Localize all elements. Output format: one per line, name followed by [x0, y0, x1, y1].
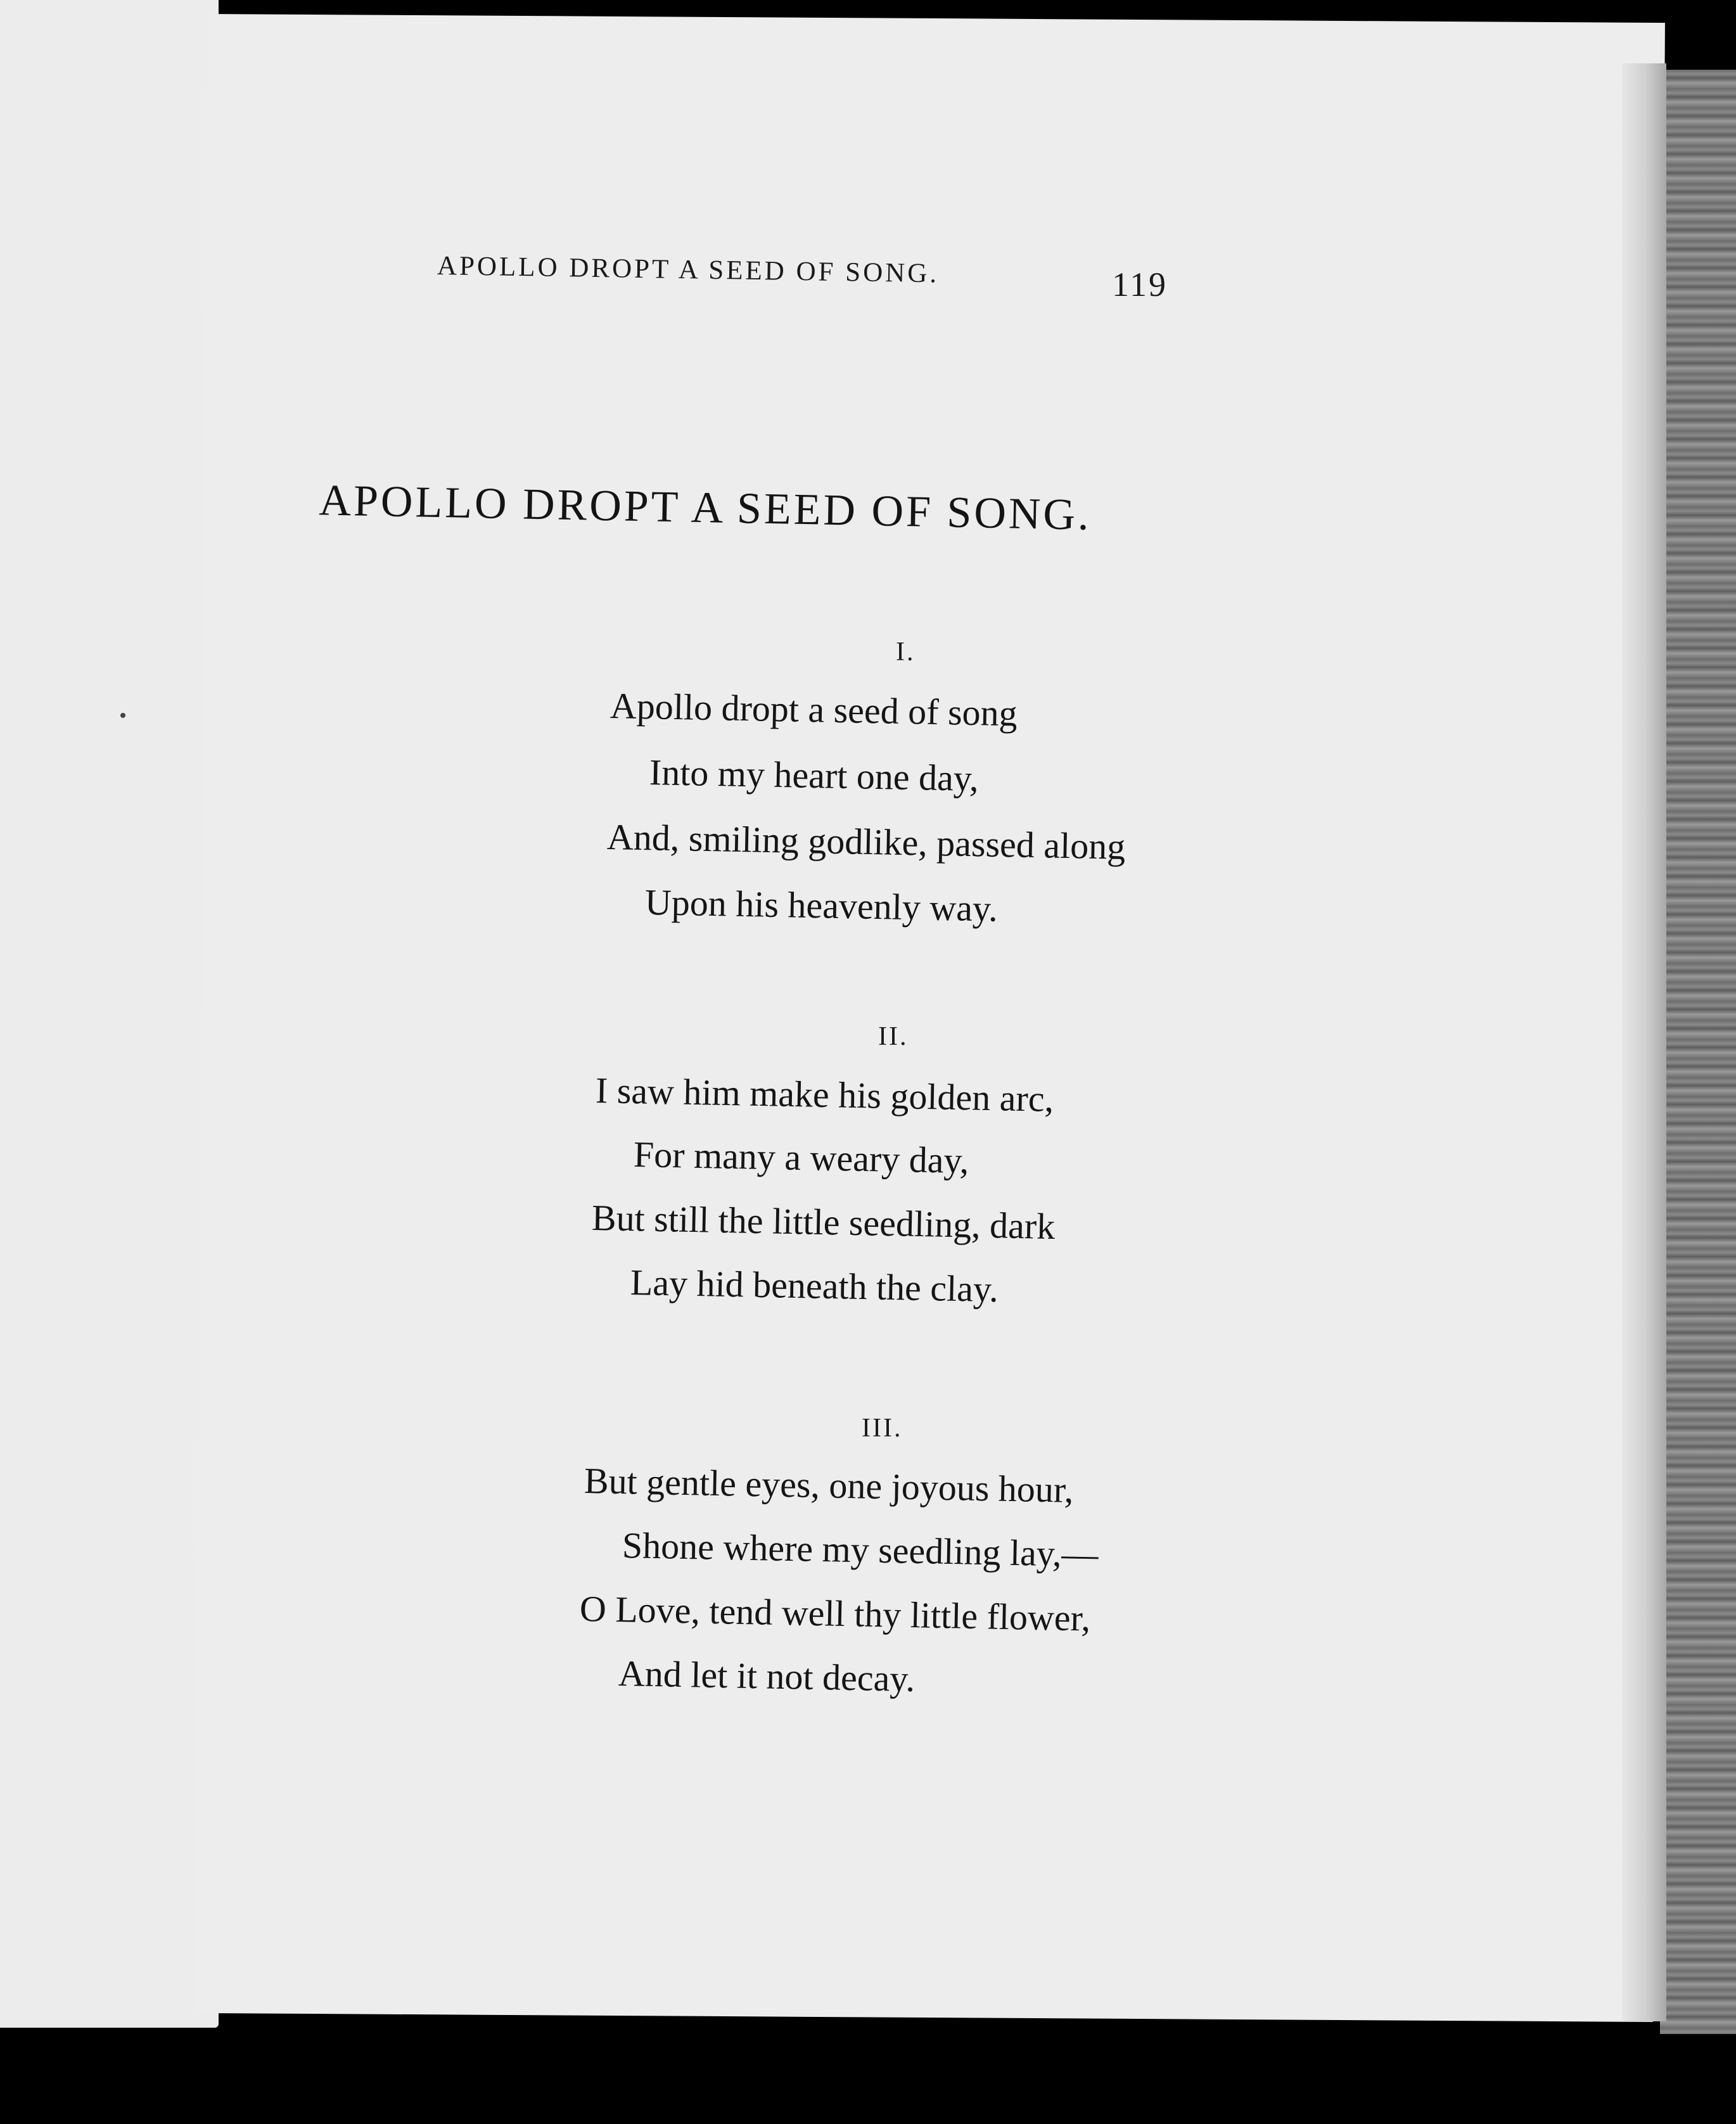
stanza-number: I. — [896, 637, 916, 667]
page-fore-edge — [1660, 70, 1736, 2034]
poem-line: Lay hid beneath the clay. — [630, 1262, 999, 1310]
poem-line: Apollo dropt a seed of song — [610, 685, 1018, 734]
book-page — [196, 14, 1665, 2022]
poem-line: And, smiling godlike, passed along — [606, 816, 1126, 867]
stanza-number: III. — [862, 1414, 903, 1443]
poem-title: APOLLO DROPT A SEED OF SONG. — [318, 476, 1092, 540]
poem-line: O Love, tend well thy little flower, — [579, 1588, 1091, 1639]
page-number: 119 — [1112, 266, 1168, 304]
poem-line: But still the little seedling, dark — [591, 1197, 1056, 1248]
poem-line: And let it not decay. — [618, 1653, 916, 1699]
poem-line: But gentle eyes, one joyous hour, — [584, 1460, 1074, 1511]
page-shadow — [1622, 63, 1666, 2021]
running-head: APOLLO DROPT A SEED OF SONG. — [437, 251, 940, 289]
poem-line: Shone where my seedling lay,— — [622, 1525, 1099, 1575]
poem-line: Into my heart one day, — [649, 752, 980, 799]
stanza-number: II. — [878, 1022, 909, 1051]
poem-line: For many a weary day, — [633, 1134, 969, 1182]
poem-line: I saw him make his golden arc, — [595, 1070, 1054, 1120]
facing-page-edge — [0, 0, 219, 2028]
poem-line: Upon his heavenly way. — [644, 881, 999, 930]
speck — [120, 713, 125, 718]
